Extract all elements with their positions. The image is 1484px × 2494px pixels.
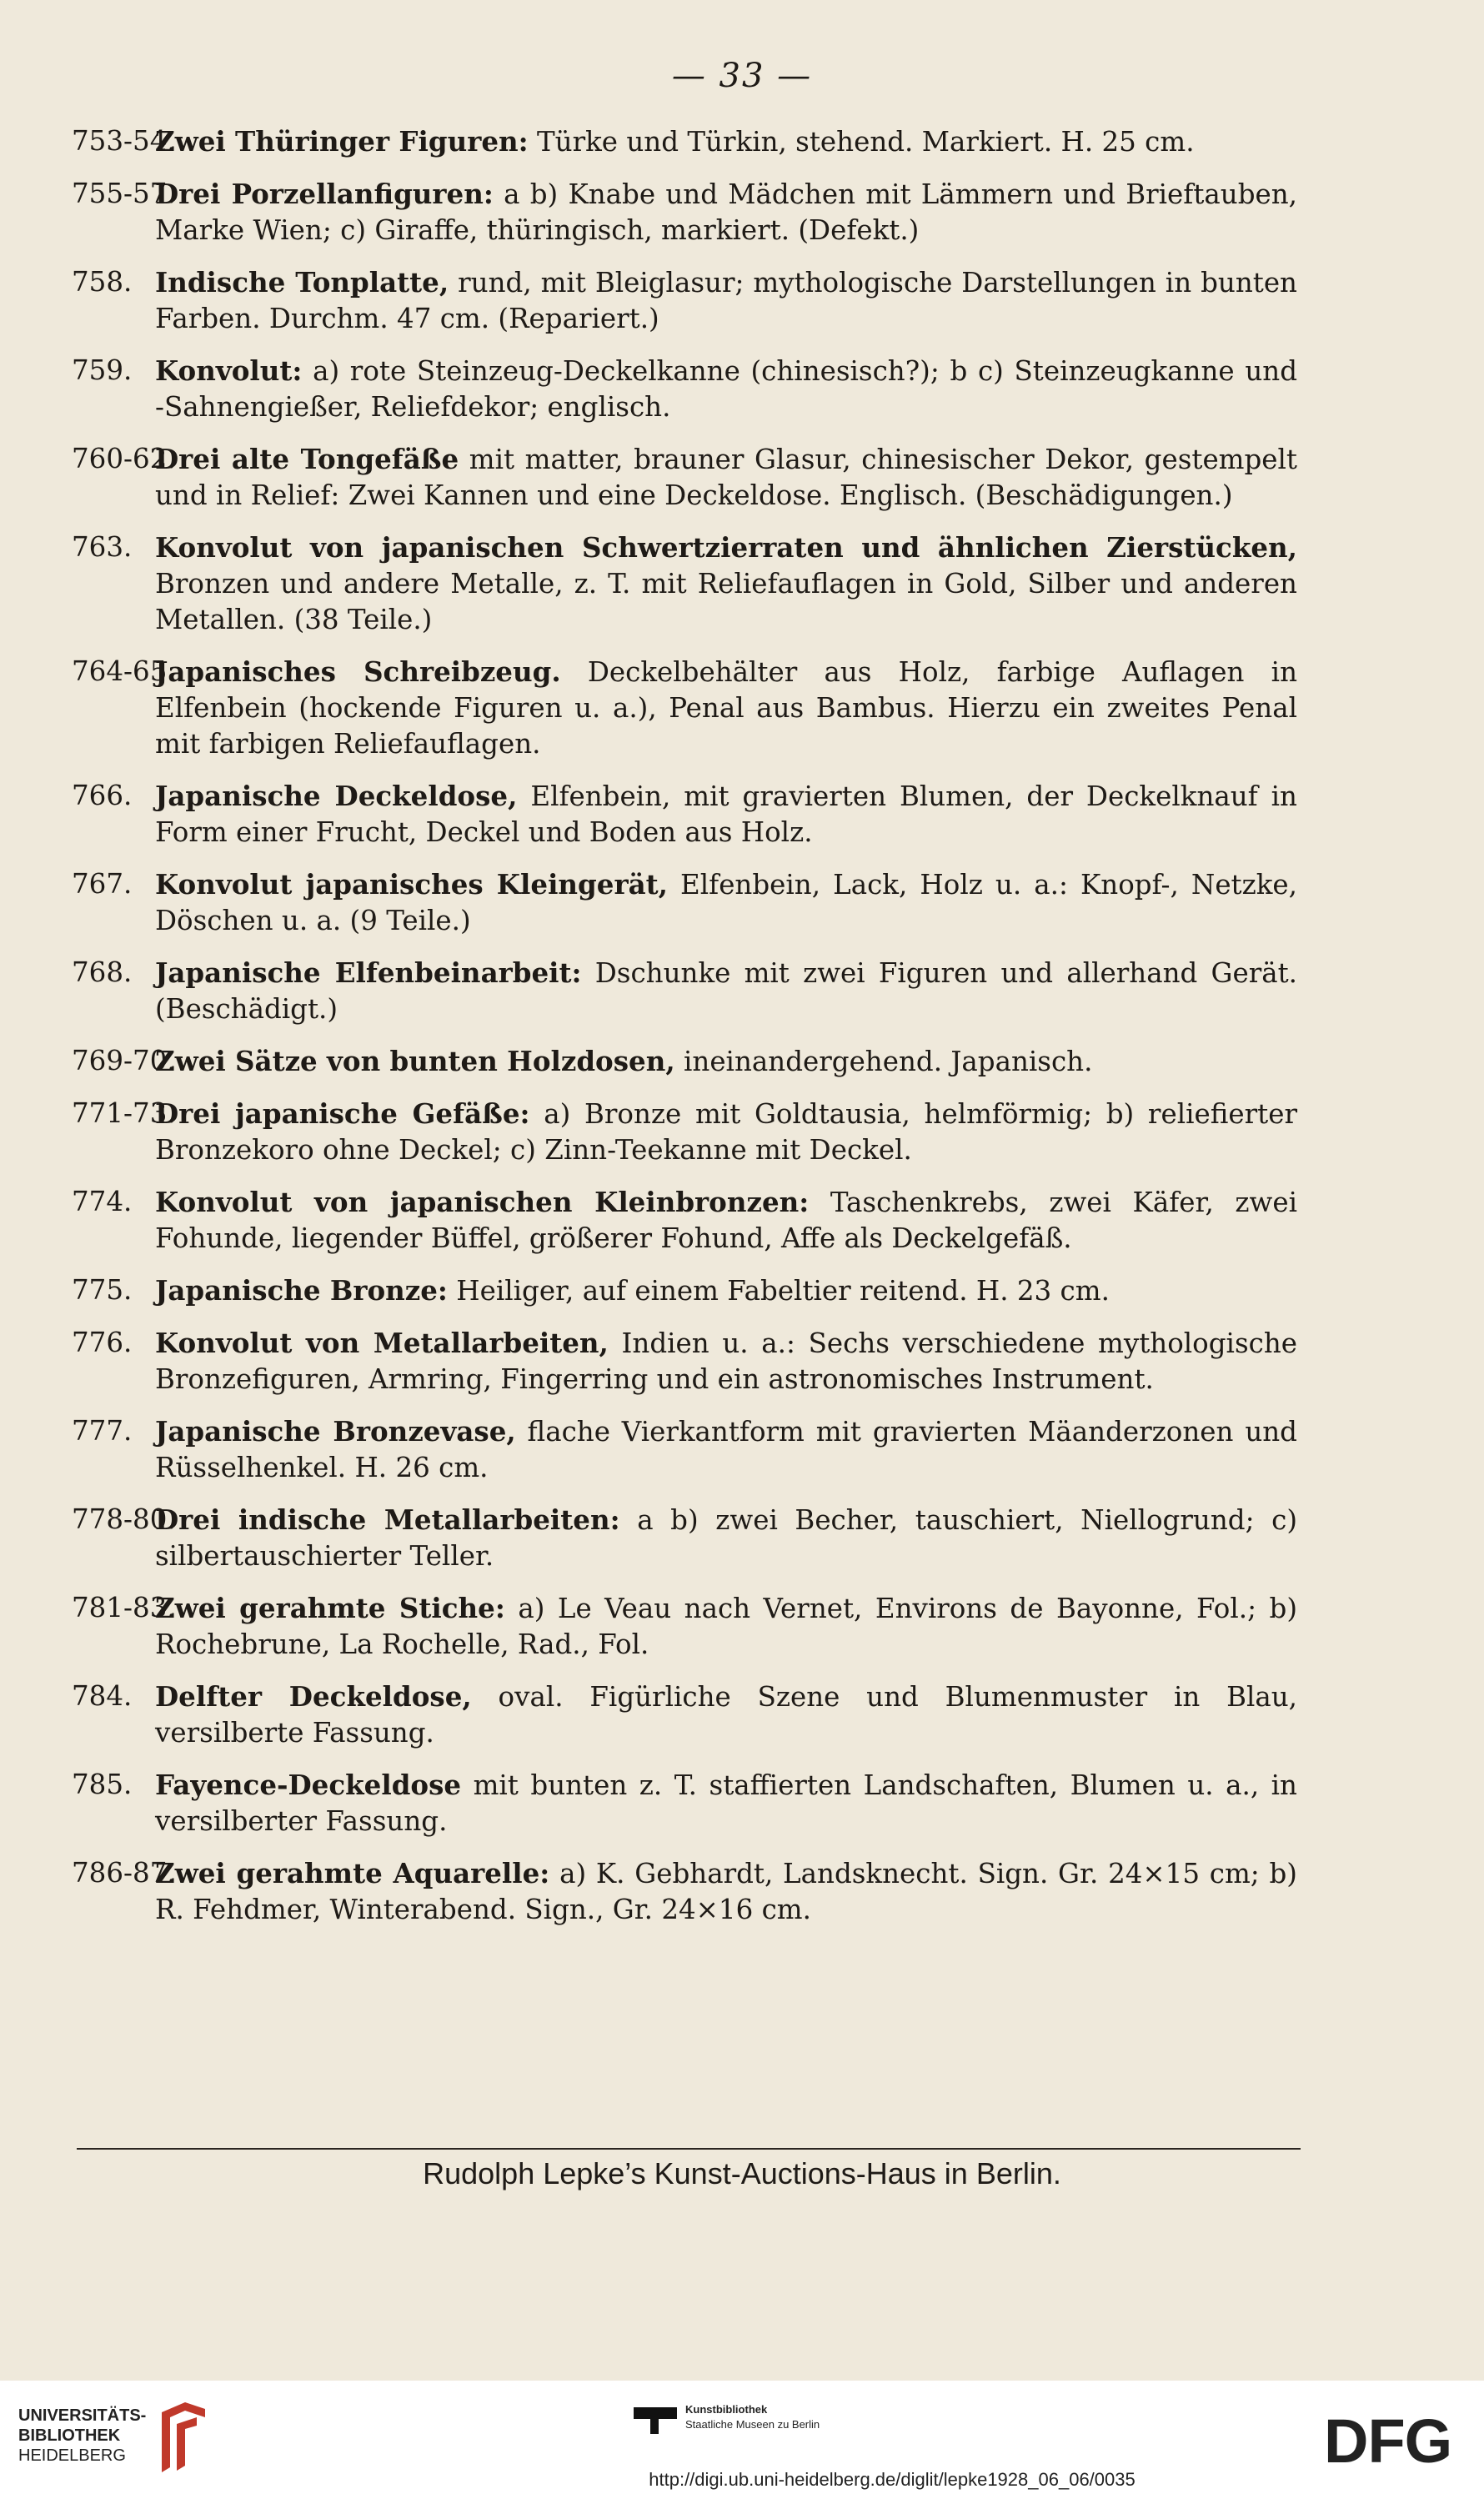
lot-description: a) K. Gebhardt, Landsknecht. Sign. Gr. 24×15 cm; b) R. Fehdmer, Winterabend. Sign., Gr. 24×16 cm. [155,1858,1297,1925]
lot-title: Drei japanische Gefäße: [155,1097,530,1130]
lot-title: Konvolut von japanischen Schwertzierraten und ähnlichen Zierstücken, [155,531,1297,564]
lot-description: rund, mit Bleiglasur; mythologische Darstellungen in bunten Farben. Durchm. 47 cm. (Repariert.) [155,267,1297,334]
ub-line-2: BIBLIOTHEK [18,2426,121,2445]
lot-number: 774. [72,1186,133,1217]
lot-description: Türke und Türkin, stehend. Markiert. H. 25 cm. [528,126,1195,158]
catalog-entry [72,1325,1297,1398]
lot-description: oval. Figürliche Szene und Blumenmuster in Blau, versilberte Fassung. [155,1681,1298,1749]
lot-title: Japanische Deckeldose, [155,780,518,812]
catalog-entry [72,1096,1297,1168]
lot-number: 766. [72,780,133,811]
ub-heidelberg-logo[interactable] [18,2397,218,2481]
lot-number: 759. [72,354,133,386]
catalog-entry [72,1679,1297,1751]
lot-number: 760-62. [72,443,176,474]
lot-number: 781-83. [72,1592,176,1623]
catalog-entry [72,441,1297,514]
lot-number: 767. [72,868,133,900]
lot-description: ineinandergehend. Japanisch. [674,1046,1093,1077]
lot-title: Zwei gerahmte Stiche: [155,1592,505,1624]
lot-title: Drei alte Tongefäße [155,443,459,475]
lot-number: 771-73. [72,1097,176,1129]
lot-description: Elfenbein, mit gravierten Blumen, der Deckelknauf in Form einer Frucht, Deckel und Boden aus Holz. [155,780,1297,848]
lot-number: 769-70. [72,1045,176,1076]
lot-number: 758. [72,266,133,298]
lot-description: a b) zwei Becher, tauschiert, Niellogrund; c) silbertauschierter Teller. [155,1504,1297,1572]
lot-title: Indische Tonplatte, [155,266,449,299]
catalog-entry [72,866,1297,939]
lot-title: Konvolut von japanischen Kleinbronzen: [155,1186,810,1218]
lot-title: Fayence-Deckeldose [155,1769,462,1801]
lot-description: a) Le Veau nach Vernet, Environs de Bayonne, Fol.; b) Rochebrune, La Rochelle, Rad., Fol. [155,1593,1297,1660]
dfg-logo[interactable]: DFG [1324,2406,1452,2476]
catalog-entry [72,1184,1297,1257]
source-url[interactable]: http://digi.ub.uni-heidelberg.de/diglit/lepke1928_06_06/0035 [649,2469,1136,2490]
lot-number: 764-65. [72,655,176,687]
lot-title: Japanische Bronzevase, [155,1415,516,1448]
catalog-entry [72,1272,1297,1309]
lot-number: 753-54. [72,125,176,157]
lot-description: Deckelbehälter aus Holz, farbige Auflagen in Elfenbein (hockende Figuren u. a.), Penal aus Bambus. Hierzu ein zweites Penal mit farbigen Reliefauflagen. [155,656,1297,760]
lot-title: Konvolut: [155,354,303,387]
lot-description: Heiliger, auf einem Fabeltier reitend. H. 23 cm. [447,1275,1110,1307]
lot-title: Japanische Elfenbeinarbeit: [155,956,582,989]
lot-title: Drei Porzellanfiguren: [155,178,494,210]
catalog-entry [72,1590,1297,1663]
lot-number: 776. [72,1327,133,1358]
lot-number: 775. [72,1274,133,1306]
publisher-line: Rudolph Lepke’s Kunst-Auctions-Haus in Berlin. [423,2156,1061,2190]
lot-number: 763. [72,531,133,563]
lot-title: Drei indische Metallarbeiten: [155,1503,620,1536]
lot-description: Dschunke mit zwei Figuren und allerhand Gerät. (Beschädigt.) [155,957,1298,1025]
catalog-entry [72,176,1297,248]
lot-number: 784. [72,1680,133,1712]
lot-description: Indien u. a.: Sechs verschiedene mythologische Bronzefiguren, Armring, Fingerring und ein astronomisches Instrument. [155,1327,1297,1395]
catalog-entries [72,123,1297,1944]
catalog-entry [72,264,1297,337]
kunstbibliothek-logo[interactable] [634,2401,884,2451]
lot-number: 778-80. [72,1503,176,1535]
ub-line-1: UNIVERSITÄTS- [18,2406,147,2425]
lot-title: Zwei Thüringer Figuren: [155,125,529,158]
catalog-entry [72,1855,1297,1928]
footer-rule [77,2148,1301,2150]
lot-description: Bronzen und andere Metalle, z. T. mit Reliefauflagen in Gold, Silber und anderen Metallen. (38 Teile.) [155,568,1297,635]
page-number: — 33 — [671,57,813,95]
catalog-entry [72,1413,1297,1486]
lot-description: a) rote Steinzeug-Deckelkanne (chinesisch?); b c) Steinzeugkanne und -Sahnengießer, Reliefdekor; englisch. [155,355,1297,423]
lot-title: Konvolut japanisches Kleingerät, [155,868,668,901]
lot-description: Taschenkrebs, zwei Käfer, zwei Fohunde, liegender Büffel, größerer Fohund, Affe als Deckelgefäß. [155,1187,1297,1254]
lot-title: Zwei gerahmte Aquarelle: [155,1857,550,1889]
digitization-footer [0,2381,1484,2494]
lot-description: a) Bronze mit Goldtausia, helmförmig; b) reliefierter Bronzekoro ohne Deckel; c) Zinn-Teekanne mit Deckel. [155,1098,1297,1166]
lot-title: Konvolut von Metallarbeiten, [155,1327,609,1359]
lot-description: a b) Knabe und Mädchen mit Lämmern und Brieftauben, Marke Wien; c) Giraffe, thüringisch, markiert. (Defekt.) [155,178,1297,246]
lot-title: Japanisches Schreibzeug. [155,655,561,688]
catalog-entry [72,1767,1297,1839]
catalog-entry [72,1043,1297,1080]
catalog-entry [72,654,1297,762]
lot-description: mit matter, brauner Glasur, chinesischer Dekor, gestempelt und in Relief: Zwei Kannen und eine Deckeldose. Englisch. (Beschädigungen.) [155,444,1297,511]
kb-line-1: Kunstbibliothek [685,2403,768,2416]
lot-description: mit bunten z. T. staffierten Landschaften, Blumen u. a., in versilberter Fassung. [155,1769,1297,1837]
lot-title: Zwei Sätze von bunten Holzdosen, [155,1045,675,1077]
lot-number: 768. [72,956,133,988]
kb-line-2: Staatliche Museen zu Berlin [685,2418,820,2431]
catalog-entry [72,778,1297,851]
ub-line-3: HEIDELBERG [18,2446,126,2465]
lot-number: 777. [72,1415,133,1447]
lot-number: 786-87. [72,1857,176,1889]
catalog-entry [72,123,1297,160]
lot-title: Delfter Deckeldose, [155,1680,472,1713]
lot-description: flache Vierkantform mit gravierten Mäanderzonen und Rüsselhenkel. H. 26 cm. [155,1416,1297,1483]
catalog-entry [72,353,1297,425]
kunstbibliothek-emblem-icon [634,2401,677,2434]
lot-title: Japanische Bronze: [155,1274,448,1307]
ub-emblem-icon [155,2401,208,2474]
lot-description: Elfenbein, Lack, Holz u. a.: Knopf-, Netzke, Döschen u. a. (9 Teile.) [155,869,1297,936]
catalog-entry [72,955,1297,1027]
lot-number: 755-57. [72,178,176,209]
lot-number: 785. [72,1769,133,1800]
catalog-entry [72,529,1297,638]
catalog-entry [72,1502,1297,1574]
